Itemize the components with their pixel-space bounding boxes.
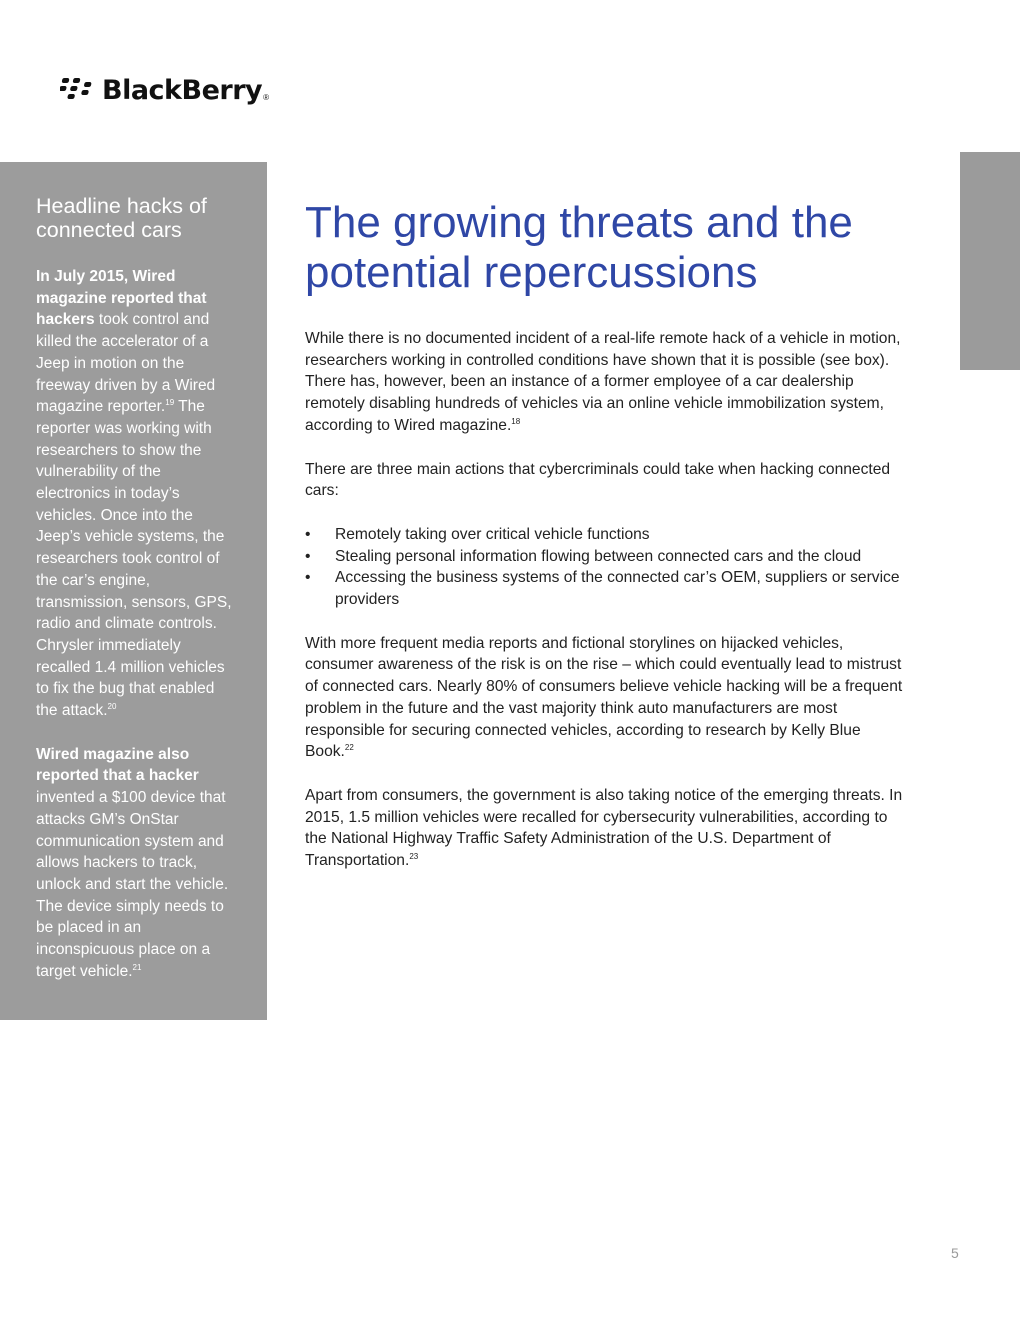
list-item-text: Accessing the business systems of the connected car’s OEM, suppliers or service providers [335, 569, 900, 609]
registered-mark: ® [263, 93, 270, 102]
list-item-text: Stealing personal information flowing between connected cars and the cloud [335, 547, 862, 565]
sidebar-box [0, 162, 267, 1020]
para3-text: With more frequent media reports and fictional storylines on hijacked vehicles, consumer awareness of the risk is on the rise – which could eventually lead to mistrust of connected cars. Nearly 80% of consumers believe vehicle hacking will be a frequent problem in the future and the vast majority think auto manufacturers are most responsible for securing connected vehicles, according to research by Kelly Blue Book. [305, 634, 903, 761]
list-item [305, 524, 910, 546]
para4-text: Apart from consumers, the government is also taking notice of the emerging threats. In 2015, 1.5 million vehicles were recalled for cybersecurity vulnerabilities, according to the National Highway Traffic Safety Administration of the U.S. Department of Transportation. [305, 786, 903, 870]
footnote-ref-19: 19 [165, 398, 175, 408]
list-item [305, 567, 910, 610]
sidebar-paragraph-2 [36, 744, 239, 983]
page-edge-tab [960, 152, 1020, 370]
bullet-icon: • [305, 547, 311, 565]
footnote-ref-22: 22 [344, 743, 354, 753]
page-title: The growing threats and the potential repercussions [305, 198, 853, 297]
list-item [305, 546, 910, 568]
footnote-ref-20: 20 [107, 701, 117, 711]
sidebar-title: Headline hacks of connected cars [36, 194, 207, 242]
page-number: 5 [951, 1245, 959, 1261]
list-item-text: Remotely taking over critical vehicle functions [335, 525, 650, 543]
footnote-ref-21: 21 [132, 962, 142, 972]
bullet-icon: • [305, 525, 311, 543]
blackberry-logo-icon [60, 76, 96, 104]
body-paragraph-1 [305, 328, 910, 437]
para1-text: While there is no documented incident of a real-life remote hack of a vehicle in motion, researchers working in controlled conditions have shown that it is possible (see box). There has, however, been an instance of a former employee of a car dealership remotely disabling hundreds of vehicles via an online vehicle immobilization system, according to Wired magazine. [305, 330, 901, 434]
sidebar-p1-text: took control and killed the accelerator of a Jeep in motion on the freeway driven by a Wired magazine reporter. [36, 311, 216, 416]
footnote-ref-23: 23 [409, 851, 419, 861]
body-paragraph-4 [305, 785, 910, 872]
brand-name: BlackBerry [102, 74, 263, 106]
sidebar-paragraph-1 [36, 266, 239, 722]
bullet-icon: • [305, 569, 311, 587]
sidebar-p1-text2: The reporter was working with researchers to show the vulnerability of the electronics in today’s vehicles. Once into the Jeep’s vehicle systems, the researchers took control of the car’s engine, transmission, sensors, GPS, radio and climate controls. Chrysler immediately recalled 1.4 million vehicles to fix the bug that enabled the attack. [36, 398, 232, 720]
footnote-ref-18: 18 [511, 416, 521, 426]
blackberry-logo [60, 70, 269, 110]
body-paragraph-2: There are three main actions that cybercriminals could take when hacking connected cars: [305, 460, 891, 500]
body-paragraph-3 [305, 633, 910, 763]
threat-list [305, 524, 910, 611]
sidebar-p2-text: invented a $100 device that attacks GM’s OnStar communication system and allows hackers to track, unlock and start the vehicle. The device simply needs to be placed in an inconspicuous place on a target vehicle. [36, 789, 229, 980]
main-content [305, 198, 910, 894]
sidebar-p2-lead: Wired magazine also reported that a hacker [36, 745, 199, 785]
sidebar-p1-lead: In July 2015, Wired magazine reported that hackers [36, 268, 207, 329]
